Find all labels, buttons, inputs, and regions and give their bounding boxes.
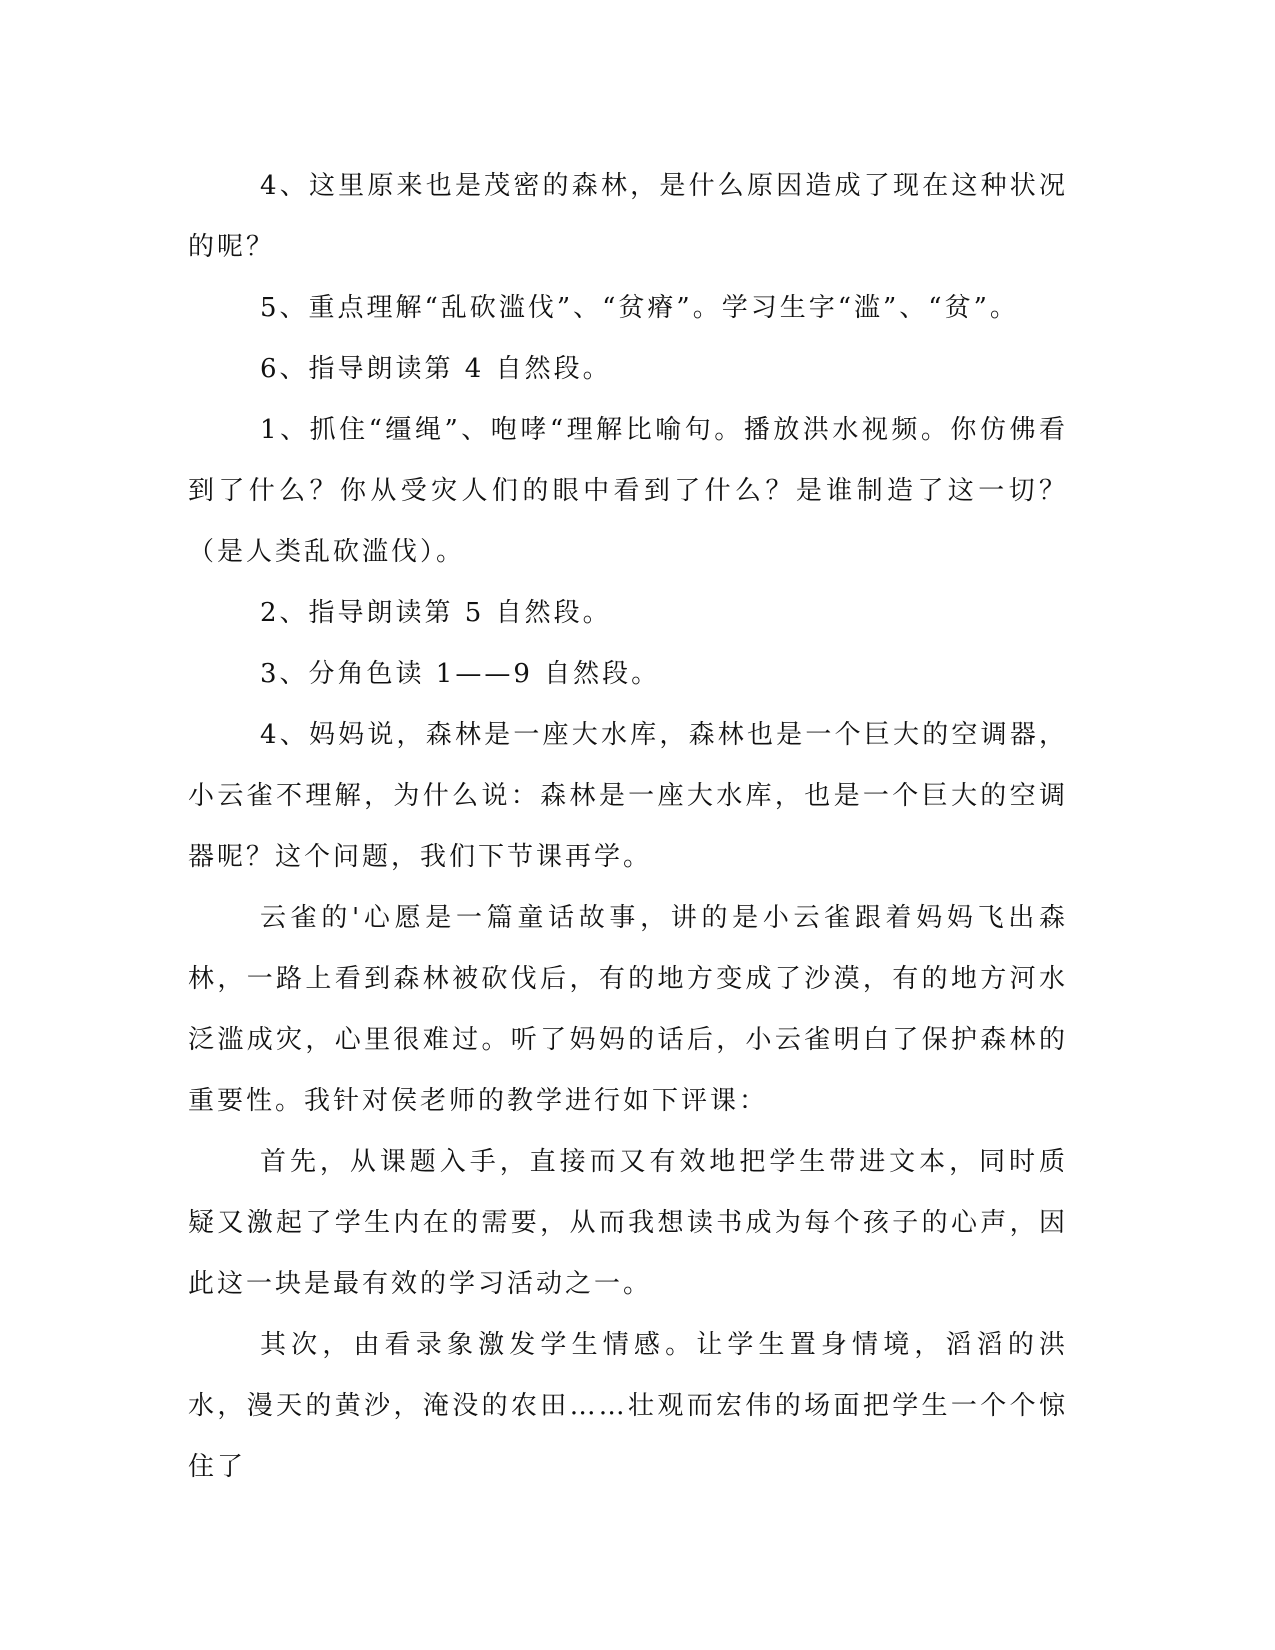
paragraph: 其次，由看录象激发学生情感。让学生置身情境，滔滔的洪水，漫天的黄沙，淹没的农田……壮观而宏伟的场面把学生一个个惊住了: [188, 1330, 1068, 1482]
paragraph: 4、这里原来也是茂密的森林，是什么原因造成了现在这种状况的呢？: [188, 171, 1068, 262]
paragraph: 云雀的'心愿是一篇童话故事，讲的是小云雀跟着妈妈飞出森林，一路上看到森林被砍伐后，有的地方变成了沙漠，有的地方河水泛滥成灾，心里很难过。听了妈妈的话后，小云雀明白了保护森林的重要性。我针对侯老师的教学进行如下评课：: [188, 903, 1068, 1116]
document-body: [188, 156, 1068, 1498]
paragraph: 4、妈妈说，森林是一座大水库，森林也是一个巨大的空调器，小云雀不理解，为什么说：森林是一座大水库，也是一个巨大的空调器呢？这个问题，我们下节课再学。: [188, 720, 1068, 872]
paragraph: 2、指导朗读第 5 自然段。: [260, 598, 612, 628]
paragraph: 6、指导朗读第 4 自然段。: [260, 354, 612, 384]
paragraph: 5、重点理解“乱砍滥伐”、“贫瘠”。学习生字“滥”、“贫”。: [260, 293, 1019, 323]
paragraph: 3、分角色读 1——9 自然段。: [260, 659, 661, 689]
paragraph: 1、抓住“缰绳”、咆哮“理解比喻句。播放洪水视频。你仿佛看到了什么？你从受灾人们的眼中看到了什么？是谁制造了这一切？（是人类乱砍滥伐）。: [188, 415, 1068, 567]
paragraph: 首先，从课题入手，直接而又有效地把学生带进文本，同时质疑又激起了学生内在的需要，从而我想读书成为每个孩子的心声，因此这一块是最有效的学习活动之一。: [188, 1147, 1068, 1299]
